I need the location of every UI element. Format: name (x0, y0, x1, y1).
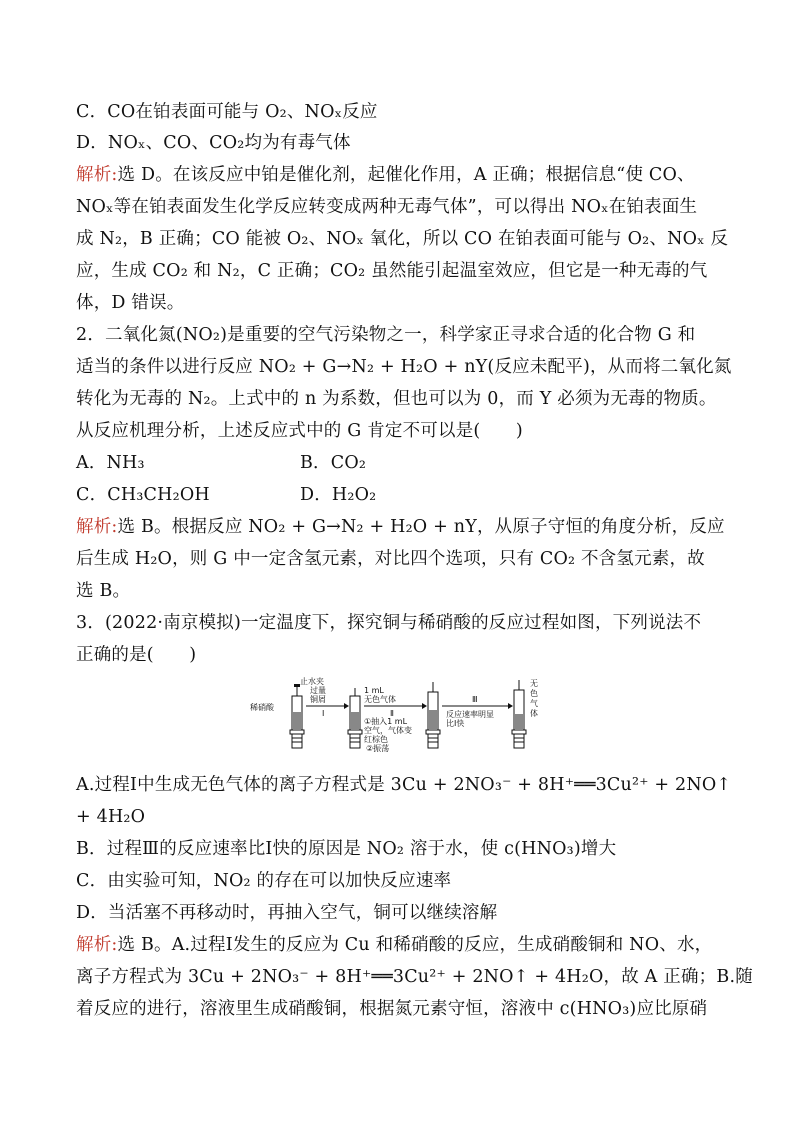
label-copper: 铜屑 (310, 695, 326, 704)
solution-line (76, 163, 726, 187)
solution-label: 解析: (76, 935, 118, 955)
text-line: 2．二氧化氮(NO₂)是重要的空气污染物之一，科学家正寻求合适的化合物 G 和 (76, 325, 696, 345)
text-line: A.过程Ⅰ中生成无色气体的离子方程式是 3Cu + 2NO₃⁻ + 8H⁺══3Cu²⁺ + 2NO↑ (76, 775, 732, 795)
solution-label: 解析: (76, 517, 118, 537)
label-note3: 红棕色 (364, 735, 388, 744)
text-line: 成 N₂，B 正确；CO 能被 O₂、NOₓ 氧化，所以 CO 在铂表面可能与 O₂、NOₓ 反 (76, 229, 729, 249)
text-line: 3．(2022·南京模拟)一定温度下，探究铜与稀硝酸的反应过程如图，下列说法不 (76, 613, 702, 633)
syringe-1 (290, 684, 304, 748)
solution-text: 选 D。在该反应中铂是催化剂，起催化作用，A 正确；根据信息“使 CO、 (117, 165, 695, 185)
text-line: 着反应的进行，溶液里生成硝酸铜，根据氮元素守恒，溶液中 c(HNO₃)应比原硝 (76, 999, 708, 1019)
text-line: 后生成 H₂O，则 G 中一定含氢元素，对比四个选项，只有 CO₂ 不含氢元素，故 (76, 549, 705, 569)
label-clamp: 止水夹 (300, 677, 324, 686)
option-row (76, 483, 726, 507)
label-note5: 反应速率明显 (446, 710, 494, 719)
label-gas2c: 气 (530, 699, 538, 708)
label-note1: ①抽入1 mL (364, 717, 408, 726)
text-line: 正确的是( ) (76, 645, 197, 665)
option-right: B．CO₂ (300, 453, 367, 473)
label-step2: Ⅱ (390, 709, 394, 718)
text-line: 适当的条件以进行反应 NO₂ + G→N₂ + H₂O + nY(反应未配平)，从而将二氧化氮 (76, 357, 732, 377)
text-line: C．由实验可知，NO₂ 的存在可以加快反应速率 (76, 871, 452, 891)
label-ml1: 1 mL (364, 686, 384, 695)
text-line: D．当活塞不再移动时，再抽入空气，铜可以继续溶解 (76, 903, 498, 923)
label-gas1: 无色气体 (364, 695, 396, 704)
solution-label: 解析: (76, 165, 118, 185)
label-note6: 比Ⅰ快 (446, 719, 465, 728)
experiment-figure (250, 676, 550, 754)
label-note2: 空气，气体变 (364, 726, 412, 735)
text-line: 转化为无毒的 N₂。上式中的 n 为系数，但也可以为 0，而 Y 必须为无毒的物质。 (76, 389, 717, 409)
syringe-2 (348, 688, 362, 748)
text-line: NOₓ等在铂表面发生化学反应转变成两种无毒气体”，可以得出 NOₓ在铂表面生 (76, 197, 698, 217)
text-line: 体，D 错误。 (76, 293, 185, 313)
label-acid: 稀硝酸 (250, 703, 274, 712)
label-gas2d: 体 (530, 709, 538, 718)
syringe-3 (426, 682, 440, 748)
option-row (76, 451, 726, 475)
label-note4: ②振荡 (366, 744, 390, 753)
text-line: B．过程Ⅲ的反应速率比Ⅰ快的原因是 NO₂ 溶于水，使 c(HNO₃)增大 (76, 839, 617, 859)
solution-text: 选 B。根据反应 NO₂ + G→N₂ + H₂O + nY，从原子守恒的角度分析，反应 (117, 517, 725, 537)
label-gas2a: 无 (530, 679, 538, 688)
option-right: D．H₂O₂ (300, 485, 377, 505)
text-line: 选 B。 (76, 581, 131, 601)
text-line: D．NOₓ、CO、CO₂均为有毒气体 (76, 133, 351, 153)
text-line: C．CO在铂表面可能与 O₂、NOₓ反应 (76, 102, 378, 122)
solution-line (76, 515, 726, 539)
option-left: C．CH₃CH₂OH (76, 485, 210, 505)
solution-line (76, 933, 726, 957)
text-line: + 4H₂O (76, 807, 146, 827)
label-step3: Ⅲ (472, 695, 478, 704)
solution-text: 选 B。A.过程Ⅰ发生的反应为 Cu 和稀硝酸的反应，生成硝酸铜和 NO、水， (117, 935, 713, 955)
syringe-4 (512, 680, 526, 748)
label-step1: Ⅰ (322, 709, 325, 718)
text-line: 应，生成 CO₂ 和 N₂，C 正确；CO₂ 虽然能引起温室效应，但它是一种无毒的气 (76, 261, 708, 281)
text-line: 从反应机理分析，上述反应式中的 G 肯定不可以是( ) (76, 421, 523, 441)
label-excess: 过量 (310, 686, 326, 695)
text-line: 离子方程式为 3Cu + 2NO₃⁻ + 8H⁺══3Cu²⁺ + 2NO↑ + 4H₂O，故 A 正确；B.随 (76, 967, 753, 987)
label-gas2b: 色 (530, 689, 538, 698)
option-left: A．NH₃ (76, 453, 145, 473)
